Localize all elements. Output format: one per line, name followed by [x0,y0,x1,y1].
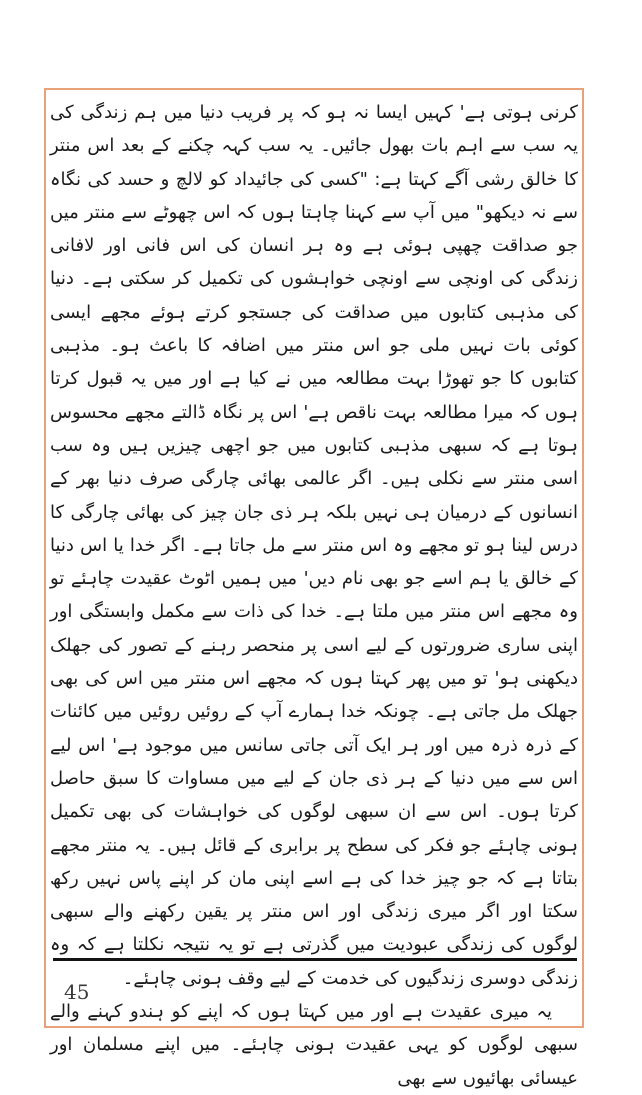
body-text [50,96,578,1095]
footer-rule [53,958,577,961]
paragraph-2: یہ میری عقیدت ہے اور میں کہتا ہوں کہ اپنے کو ہندو کہنے والے سبھی لوگوں کو یہی عقیدت ہونی چاہئے۔ میں اپنے مسلمان اور عیسائی بھائیوں سے بھی [50,1001,578,1089]
page-number: 45 [64,980,90,1004]
paragraph-1: کرنی ہوتی ہے' کہیں ایسا نہ ہو کہ پر فریب دنیا میں ہم زندگی کی یہ سب سے اہم بات بھول جائیں۔ یہ سب کہہ چکنے کے بعد اس منتر کا خالق رشی آگے کہتا ہے: "کسی کی جائیداد کو لالچ و حسد کی نگاہ سے نہ دیکھو" میں آپ سے کہنا چاہتا ہوں کہ اس چھوٹے سے منتر میں جو صداقت چھپی ہوئی ہے وہ ہر انسان کی اس فانی اور لافانی زندگی کی اونچی سے اونچی خواہشوں کی تکمیل کر سکتی ہے۔ دنیا کی مذہبی کتابوں میں صداقت کی جستجو کرتے ہوئے مجھے ایسی کوئی بات نہیں ملی جو اس منتر میں اضافہ کا باعث ہو۔ مذہبی کتابوں کا جو تھوڑا بہت مطالعہ میں نے کیا ہے اور میں یہ قبول کرتا ہوں کہ میرا مطالعہ بہت ناقص ہے' اس پر نگاہ ڈالتے مجھے محسوس ہوتا ہے کہ سبھی مذہبی کتابوں میں جو اچھی چیزیں ہیں وہ سب اسی منتر سے نکلی ہیں۔ اگر عالمی بھائی چارگی صرف دنیا بھر کے انسانوں کے درمیان ہی نہیں بلکہ ہر ذی جان چیز کی بھائی چارگی کا درس لینا ہو تو مجھے وہ اس منتر سے مل جاتا ہے۔ اگر خدا یا اس دنیا کے خالق یا ہم اسے جو بھی نام دیں' میں ہمیں اٹوٹ عقیدت چاہئے تو وہ مجھے اس منتر میں ملتا ہے۔ خدا کی ذات سے مکمل وابستگی اور اپنی ساری ضرورتوں کے لیے اسی پر منحصر رہنے کے تصور کی جھلک دیکھنی ہو' تو میں پھر کہتا ہوں کہ مجھے اس منتر میں اس کی بھی جھلک مل جاتی ہے۔ چونکہ خدا ہمارے آپ کے روئیں روئیں میں کائنات کے ذرہ ذرہ میں اور ہر ایک آتی جاتی سانس میں موجود ہے' اس لیے اس سے میں دنیا کے ہر ذی جان کے لیے میں مساوات کا سبق حاصل کرتا ہوں۔ اس سے ان سبھی لوگوں کی خواہشات کی بھی تکمیل ہونی چاہئے جو فکر کی سطح پر برابری کے قائل ہیں۔ یہ منتر مجھے بتاتا ہے کہ جو چیز خدا کی ہے اسے اپنی مان کر اپنے پاس نہیں رکھ سکتا اور اگر میری زندگی اور اس منتر پر یقین رکھنے والے سبھی لوگوں کی زندگی عبودیت میں گذرتی ہے تو یہ نتیجہ نکلتا ہے کہ وہ زندگی دوسری زندگیوں کی خدمت کے لیے وقف ہونی چاہئے۔ [50,102,578,989]
